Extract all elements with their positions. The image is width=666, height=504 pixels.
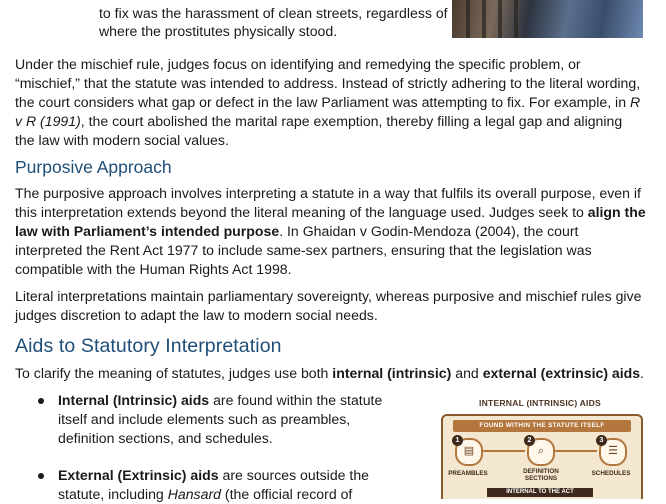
- mischief-paragraph: Under the mischief rule, judges focus on identifying and remedying the specific problem, or “mischief,” that the statute was intended to address. Instead of strictly adhering to the literal wording, the court considers what gap or defect in the law Parliament was attempting to fix. For example, in R v R (1991), the court abolished the marital rape exemption, thereby filling a legal gap and aligning the law with modern social values.: [15, 56, 641, 148]
- bullet-marker: [38, 398, 44, 404]
- infographic-bottom-strip: INTERNAL TO THE ACT: [487, 488, 593, 497]
- magnifier-icon: ⌕: [537, 445, 545, 457]
- document-icon: ▤: [463, 445, 475, 457]
- intro-line-2: where the prostitutes physically stood.: [99, 23, 338, 39]
- infographic-title: INTERNAL (INTRINSIC) AIDS: [479, 398, 601, 408]
- preambles-label: PREAMBLES: [448, 470, 488, 477]
- bullet-internal-aids: Internal (Intrinsic) aids are found within the statute itself and include elements such as preambles, definition sections, and schedules.: [58, 392, 383, 446]
- purposive-paragraph: The purposive approach involves interpreting a statute in a way that fulfils its overall purpose, even if this interpretation extends beyond the literal meaning of the language used. Judges seek to align the law with Parliament’s intended purpose. In Ghaidan v Godin-Mendoza (2004), the court interpreted the Rent Act 1977 to include same-sex partners, ensuring that the legislation was compatible with the Human Rights Act 1998.: [15, 185, 646, 277]
- purposive-heading: Purposive Approach: [15, 157, 172, 177]
- definition-sections-node: 2 ⌕: [527, 438, 555, 466]
- bullet-marker: [38, 473, 44, 479]
- list-icon: ☰: [608, 445, 618, 457]
- aids-heading: Aids to Statutory Interpretation: [15, 335, 282, 357]
- preambles-node: 1 ▤: [455, 438, 483, 466]
- schedules-label: SCHEDULES: [591, 470, 631, 477]
- infographic-strip: FOUND WITHIN THE STATUTE ITSELF: [453, 420, 631, 432]
- internal-aids-infographic: [437, 392, 643, 499]
- case-name: R v R (1991): [15, 94, 641, 129]
- street-photo: [452, 0, 643, 38]
- bullet-external-aids: External (Extrinsic) aids are sources outside the statute, including Hansard (the official record of: [58, 467, 369, 502]
- schedules-node: 3 ☰: [599, 438, 627, 466]
- aids-intro: To clarify the meaning of statutes, judges use both internal (intrinsic) and external (extrinsic) aids.: [15, 365, 645, 381]
- literal-paragraph: Literal interpretations maintain parliamentary sovereignty, whereas purposive and mischief rules give judges discretion to adapt the law to modern social needs.: [15, 288, 642, 323]
- intro-line-1: to fix was the harassment of clean streets, regardless of: [99, 5, 448, 21]
- definition-sections-label: DEFINITION SECTIONS: [523, 468, 559, 482]
- purposive-emphasis: align the law with Parliament’s intended purpose: [15, 204, 646, 239]
- connector-line: [553, 450, 597, 452]
- connector-line: [481, 450, 525, 452]
- book-illustration: [441, 414, 643, 499]
